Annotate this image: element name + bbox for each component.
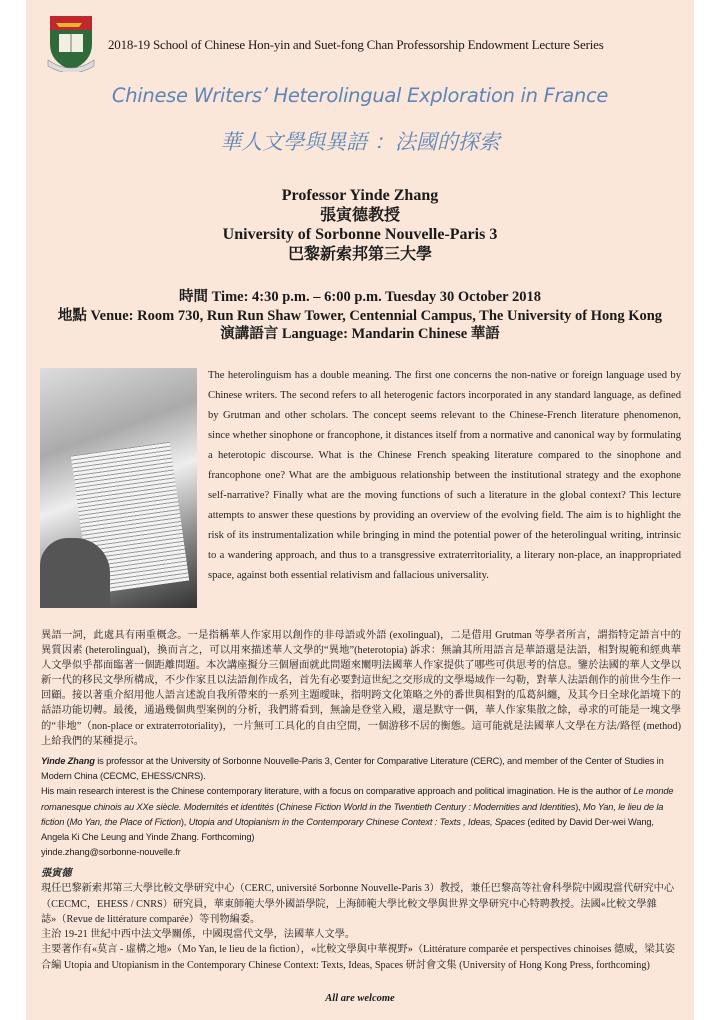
bio-zh-position: 現任巴黎新索邦第三大學比較文學研究中心（CERC, université Sorbonne Nouvelle-Paris 3）教授，兼任巴黎高等社會科學院中國現當代研究中心（CECMC，EHESS / CNRS）研究員，華東師範大學外國語學院，上海師範大學比較文學與世界文學研究中心特聘教授。法國«比較文學雜誌»（Revue de littérature comparée）等刊物編委。 — [41, 883, 675, 925]
speaker-university-en: University of Sorbonne Nouvelle-Paris 3 — [222, 226, 498, 243]
university-crest-logo — [46, 14, 96, 72]
speaker-photo — [40, 368, 197, 608]
book-2: Mo Yan, le lieu de la fiction — [41, 801, 664, 827]
bio-en: Yinde Zhang is professor at the University of Sorbonne Nouvelle-Paris 3, Center for Comparative Literature (CERC), and member of the Center of Studies in Modern China (CECMC, EHESS/CNRS). His main research interest is the Chinese contemporary literature, with a focus on comparative approach and political imagination. He is the author of Le monde romanesque chinois au XXe siècle. Modernités et identités (Chinese Fiction World in the Twentieth Century : Modernities and Identities), Mo Yan, le lieu de la fiction (Mo Yan, the Place of Fiction), Utopia and Utopianism in the Contemporary Chinese Context : Texts , Ideas, Spaces (edited by David Der-wei Wang, Angela Ki Che Leung and Yinde Zhang. Forthcoming) yinde.zhang@sorbonne-nouvelle.fr — [41, 754, 681, 860]
lecture-title-en: Chinese Writers’ Heterolingual Exploration in France — [111, 84, 609, 107]
event-venue: 地點 Venue: Room 730, Run Run Shaw Tower, Centennial Campus, The University of Hong Kong — [57, 307, 663, 324]
bio-zh — [41, 866, 681, 973]
event-time: 時間 Time: 4:30 p.m. – 6:00 p.m. Tuesday 30 October 2018 — [179, 289, 541, 305]
bio-research: His main research interest is the Chinese contemporary literature, with a focus on comparative approach and political imagination. He is the author of — [41, 786, 634, 797]
event-language: 演講語言 Language: Mandarin Chinese 華語 — [220, 326, 500, 342]
event-info — [0, 288, 720, 344]
bio-affiliation: is professor at the University of Sorbonne Nouvelle-Paris 3, Center for Comparative Literature (CERC), and member of the Center of Studies in Modern China (CECMC, EHESS/CNRS). — [41, 756, 664, 782]
book-3-note: (edited by David Der-wei Wang, Angela Ki Che Leung and Yinde Zhang. Forthcoming) — [41, 816, 654, 843]
speaker-university-zh: 巴黎新索邦第三大學 — [287, 245, 432, 263]
bio-zh-works: 主要著作有«莫言 - 虛構之地»（Mo Yan, le lieu de la fiction），«比較文學與中華視野»（Littérature comparée et perspectives chinoises 德威，梁其姿合編 Utopia and Utopianism in the Contemporary Chinese Context: Texts, Ideas, Spaces 研討會文集 (University of Hong Kong Press, forthcoming) — [41, 944, 676, 971]
bio-zh-research: 主治 19-21 世紀中西中法文學關係，中國現當代文學，法國華人文學。 — [41, 929, 356, 941]
book-3: Utopia and Utopianism in the Contemporary Chinese Context : Texts , Ideas, Spaces — [188, 816, 525, 827]
speaker-name-zh: 張寅德教授 — [319, 206, 400, 224]
abstract-zh: 異語一詞，此處具有兩重概念。一是指稱華人作家用以創作的非母語或外語 (exolingual)，二是借用 Grutman 等學者所言，謂指特定語言中的異質因素 (heterolingual)，換而言之，可以用來描述華人文學的“異地”(heterotopia) 訴求：無論其所用語言是華語還是法語，相對規範和經典華人文學似乎都面臨著一個距離問題。本次講座擬分三個層面就此問題來闡明法國華人作家提供了哪些可供思考的信息。鑒於法國的華人文學以新一代的移民文學所構成，不少作家且以法語創作成名，首先有必要對這世紀之交形成的文學場域作一勾勒，對華人法語創作的前世今生作一回顧。接以著重介紹用他人語言述說自我所帶來的一系列主題曖昧，指明跨文化策略之外的番世與相對的瓜葛糾纏，及其今日全球化語境下的話語功能切轉。最後，通過幾個典型案例的分析，我們將看到，無論是登堂入殿，還是默守一偶，華人作家集散之餘，尋求的可能是一塊文學的“非地”（non-place or extraterrotoriality)，一片無可工具化的自由空間，一個游移不居的衡態。這可能就是法國華人文學在方法/路徑 (method)上給我們的某種提示。 — [41, 630, 681, 747]
email-link[interactable]: yinde.zhang@sorbonne-nouvelle.fr — [41, 847, 181, 858]
lecture-series-title: 2018-19 School of Chinese Hon-yin and Suet-fong Chan Professorship Endowment Lecture Series — [108, 37, 604, 52]
bio-name: Yinde Zhang — [41, 756, 95, 766]
hand-image — [40, 538, 110, 608]
speaker-block — [0, 186, 720, 264]
lecture-title-zh: 華人文學與異語 ：法國的探索 — [220, 130, 500, 154]
bio-zh-name: 張寅德 — [41, 868, 72, 879]
book-1: Le monde romanesque chinois au XXe siècle. Modernités et identités — [41, 786, 674, 812]
book-1-translation: Chinese Fiction World in the Twentieth Century : Modernities and Identities — [279, 801, 576, 812]
all-welcome-note: All are welcome — [325, 993, 395, 1004]
abstract-en: The heterolinguism has a double meaning. The first one concerns the non-native or foreign language used by Chinese writers. The second refers to all heterogenic factors incorporated in any standard language, as defined by Grutman and other scholars. The concept seems relevant to the Chinese-French literature phenomenon, since whether sinophone or francophone, it distances itself from a normative and canonical way by formulating a heterotopic discourse. What is the Chinese French speaking literature compared to the sinophone and francophone one? What are the ambiguous relationship between the institutional strategy and the exophone self-narrative? Finally what are the moving functions of such a literature in the global context? This lecture attempts to answer these questions by providing an overview of the evolving field. The aim is to highlight the risk of its instrumentalization while bringing in mind the potential power of the heterolingual writing, intrinsic to a wandering approach, and thus to a transgressive extraterritoriality, a literary non-place, an inappropriated space, against both essential relativism and fallacious universality. — [208, 370, 681, 581]
book-2-translation: Mo Yan, the Place of Fiction — [69, 816, 181, 827]
speaker-name-en: Professor Yinde Zhang — [281, 187, 439, 204]
